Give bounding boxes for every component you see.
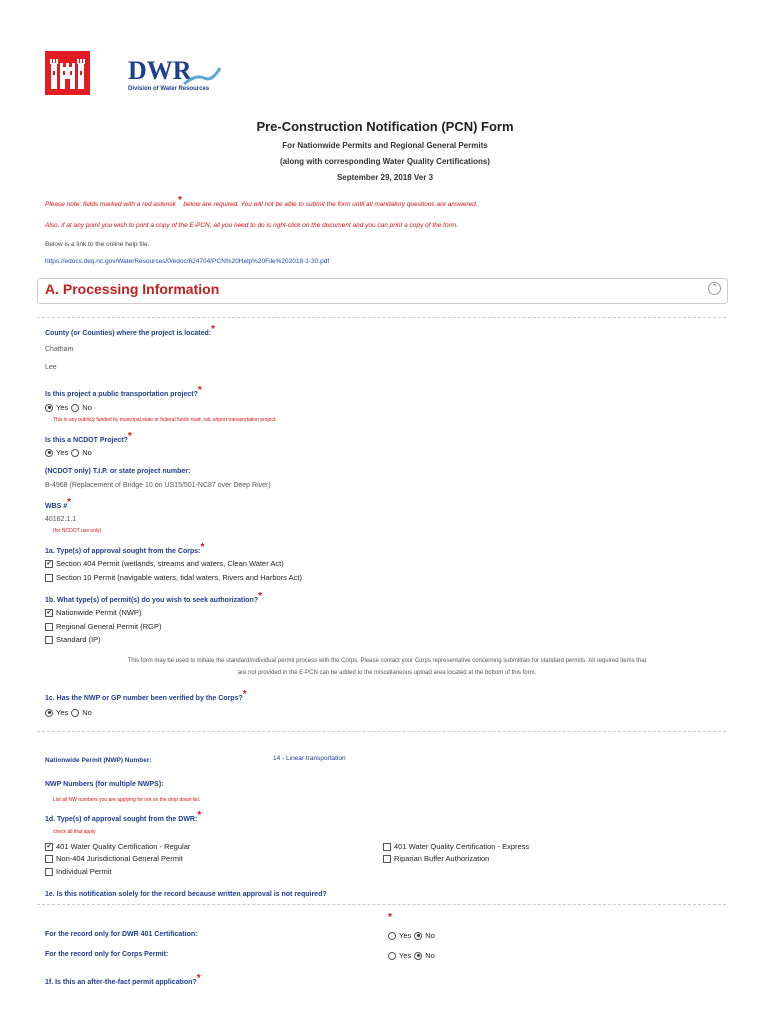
wbs-label: WBS #* bbox=[45, 497, 72, 510]
record-corps-label: For the record only for Corps Permit: bbox=[45, 951, 169, 958]
option-label: 401 Water Quality Certification - Regular bbox=[56, 842, 191, 851]
form-version: September 29, 2018 Ver 3 bbox=[336, 173, 434, 182]
record-corps-yes-radio[interactable] bbox=[388, 952, 396, 960]
permit-option-rgp[interactable] bbox=[45, 622, 161, 631]
divider bbox=[37, 904, 726, 905]
checkbox[interactable] bbox=[45, 623, 53, 631]
no-label: No bbox=[82, 708, 92, 717]
checkbox[interactable] bbox=[383, 843, 391, 851]
dwr-logo-subtitle: Division of Water Resources bbox=[128, 86, 210, 92]
checkbox-checked[interactable]: ✔ bbox=[46, 843, 52, 850]
option-label: Riparian Buffer Authorization bbox=[394, 854, 490, 863]
nwp-multiple-label: NWP Numbers (for multiple NWPS): bbox=[45, 781, 164, 788]
required-note: Please note: fields marked with a red asterisk * below are required. You will not be able to submit the form until all mandatory questions are answered. bbox=[45, 195, 478, 208]
checkbox[interactable] bbox=[45, 868, 53, 876]
print-note: Also, if at any point you wish to print a copy of the E-PCN, all you need to do is right-click on the document and you can print a copy of the form. bbox=[45, 222, 458, 229]
option-label: Section 404 Permit (wetlands, streams and waters, Clean Water Act) bbox=[56, 559, 284, 568]
public-transport-label: Is this project a public transportation project?* bbox=[45, 385, 202, 398]
permit-type-label: 1b. What type(s) of permit(s) do you wish to seek authorization?* bbox=[45, 591, 263, 604]
permit-option-standard[interactable] bbox=[45, 635, 101, 644]
approval-option-404[interactable] bbox=[45, 559, 284, 568]
ncdot-label: Is this a NCDOT Project?* bbox=[45, 431, 132, 444]
ncdot-no-radio[interactable] bbox=[71, 449, 79, 457]
dwr-approval-label: 1d. Type(s) of approval sought from the DWR:* bbox=[45, 810, 202, 823]
help-intro: Below is a link to the online help file. bbox=[45, 241, 150, 248]
nwp-verified-radio-group bbox=[45, 708, 92, 717]
yes-label: Yes bbox=[399, 931, 412, 940]
nwp-verified-label: 1c. Has the NWP or GP number been verified by the Corps?* bbox=[45, 689, 247, 702]
nwp-multiple-hint: List all NW numbers you are applying for not on the drop down list. bbox=[53, 797, 201, 803]
form-subtitle-1: For Nationwide Permits and Regional General Permits bbox=[282, 141, 488, 150]
dwr-option-regular[interactable] bbox=[45, 842, 190, 851]
public-transport-no-radio[interactable] bbox=[71, 404, 79, 412]
approval-type-label: 1a. Type(s) of approval sought from the Corps:* bbox=[45, 542, 205, 555]
divider bbox=[37, 731, 726, 732]
yes-label: Yes bbox=[399, 951, 412, 960]
no-label: No bbox=[425, 931, 435, 940]
option-label: Section 10 Permit (navigable waters, tidal waters, Rivers and Harbors Act) bbox=[56, 573, 302, 582]
form-subtitle-2: (along with corresponding Water Quality Certifications) bbox=[280, 157, 490, 166]
record-corps-radio-group bbox=[388, 951, 435, 960]
nwp-verified-no-radio[interactable] bbox=[71, 709, 79, 717]
option-label: Nationwide Permit (NWP) bbox=[56, 608, 142, 617]
nwp-verified-yes-radio[interactable] bbox=[45, 709, 53, 717]
option-label: 401 Water Quality Certification - Express bbox=[394, 842, 530, 851]
no-label: No bbox=[82, 448, 92, 457]
dwr-option-non404[interactable] bbox=[45, 854, 183, 863]
approval-option-section10[interactable] bbox=[45, 573, 302, 582]
record-only-label: 1e. Is this notification solely for the record because written approval is not required? bbox=[45, 891, 327, 898]
record-dwr-radio-group bbox=[388, 931, 435, 940]
yes-label: Yes bbox=[56, 708, 69, 717]
ncdot-yes-radio[interactable] bbox=[45, 449, 53, 457]
public-transport-yes-radio[interactable] bbox=[45, 404, 53, 412]
option-label: Regional General Permit (RGP) bbox=[56, 622, 162, 631]
option-label: Individual Permit bbox=[56, 867, 112, 876]
required-asterisk: * bbox=[388, 912, 392, 923]
dwr-logo-text: DWR bbox=[128, 56, 192, 85]
checkbox[interactable] bbox=[45, 855, 53, 863]
usace-castle-logo bbox=[45, 51, 90, 95]
no-label: No bbox=[425, 951, 435, 960]
county-value-1: Chatham bbox=[45, 346, 74, 353]
record-dwr-label: For the record only for DWR 401 Certification: bbox=[45, 931, 198, 938]
record-dwr-no-radio[interactable] bbox=[414, 932, 422, 940]
checkbox[interactable] bbox=[45, 574, 53, 582]
county-value-2: Lee bbox=[45, 364, 57, 371]
dwr-option-express[interactable] bbox=[383, 842, 529, 851]
checkbox-checked[interactable]: ✔ bbox=[46, 560, 52, 567]
option-label: Standard (IP) bbox=[56, 635, 101, 644]
tip-value: B-4968 (Replacement of Bridge 10 on US15/501-NC87 over Deep River) bbox=[45, 482, 271, 489]
record-corps-no-radio[interactable] bbox=[414, 952, 422, 960]
permit-option-nwp[interactable] bbox=[45, 608, 141, 617]
form-title: Pre-Construction Notification (PCN) Form bbox=[256, 119, 514, 134]
divider bbox=[37, 317, 726, 318]
ncdot-radio-group bbox=[45, 448, 92, 457]
standard-permit-note: This form may be used to initiate the standard/individual permit process with the Corps. Please contact your Corps representative concerning submittals for standard permits. All required items that are not provided in the E-PCN can be added to the miscellaneous upload area located at the bottom of this form. bbox=[127, 658, 647, 676]
dwr-option-buffer[interactable] bbox=[383, 854, 489, 863]
county-label: County (or Counties) where the project is located:* bbox=[45, 324, 215, 337]
wbs-value: 40162.1.1 bbox=[45, 516, 77, 523]
help-link[interactable]: https://edocs.deq.nc.gov/WaterResources/0/edoc/624704/PCN%20Help%20File%202018-1-30.pdf bbox=[45, 258, 330, 265]
checkbox[interactable] bbox=[45, 636, 53, 644]
section-a-title: A. Processing Information bbox=[45, 281, 220, 297]
collapse-chevron-icon[interactable]: ⌃ bbox=[708, 282, 721, 295]
after-the-fact-label: 1f. Is this an after-the-fact permit application?* bbox=[45, 973, 201, 986]
yes-label: Yes bbox=[56, 448, 69, 457]
public-transport-radio-group bbox=[45, 403, 92, 412]
dwr-option-individual[interactable] bbox=[45, 867, 111, 876]
yes-label: Yes bbox=[56, 403, 69, 412]
option-label: Non-404 Jurisdictional General Permit bbox=[56, 854, 183, 863]
no-label: No bbox=[82, 403, 92, 412]
checkbox-checked[interactable]: ✔ bbox=[46, 609, 52, 616]
wbs-hint: (for NCDOT use only) bbox=[53, 528, 102, 534]
record-dwr-yes-radio[interactable] bbox=[388, 932, 396, 940]
checkbox[interactable] bbox=[383, 855, 391, 863]
dwr-approval-hint: check all that apply bbox=[53, 829, 96, 835]
tip-label: (NCDOT only) T.I.P. or state project number: bbox=[45, 468, 191, 475]
public-transport-hint: This is any publicly funded by municipal,state or federal funds road, rail, airport transportation project. bbox=[53, 417, 277, 423]
nwp-number-value[interactable]: 14 - Linear transportation bbox=[273, 755, 346, 762]
nwp-number-label: Nationwide Permit (NWP) Number: bbox=[45, 757, 152, 764]
